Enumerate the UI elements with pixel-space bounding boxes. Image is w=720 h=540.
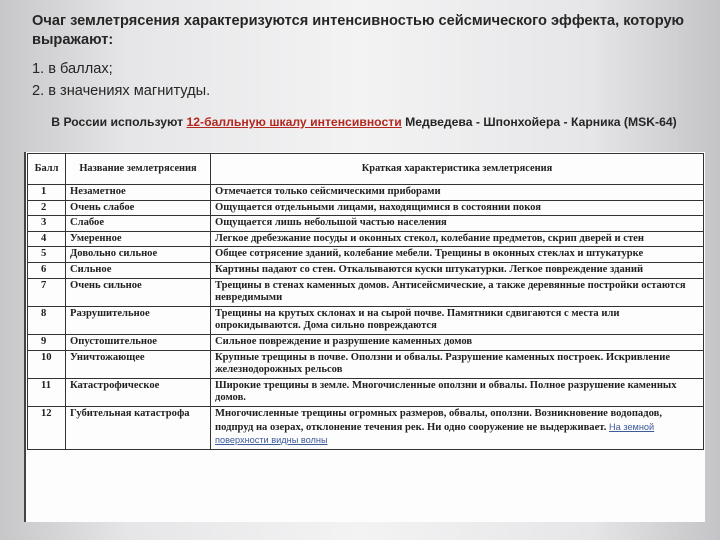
- description-cell: Картины падают со стен. Откалываются куски штукатурки. Легкое повреждение зданий: [211, 262, 704, 278]
- description-cell: Сильное повреждение и разрушение каменных домов: [211, 334, 704, 350]
- ball-cell: 4: [28, 231, 66, 247]
- name-cell: Катастрофическое: [66, 378, 211, 406]
- scale-link[interactable]: 12-балльную шкалу интенсивности: [186, 115, 402, 129]
- name-cell: Слабое: [66, 216, 211, 232]
- ball-cell: 2: [28, 200, 66, 216]
- magnitude-list: [32, 58, 210, 102]
- table-row: [28, 334, 704, 350]
- header-ball: Балл: [28, 154, 66, 185]
- name-cell: Сильное: [66, 262, 211, 278]
- table-row: [28, 262, 704, 278]
- table-row: [28, 231, 704, 247]
- ball-cell: 12: [28, 406, 66, 449]
- subtitle-prefix: В России используют: [51, 115, 187, 129]
- description-cell: Общее сотрясение зданий, колебание мебели. Трещины в оконных стеклах и штукатурке: [211, 247, 704, 263]
- table-row: [28, 278, 704, 306]
- ball-cell: 6: [28, 262, 66, 278]
- ball-cell: 5: [28, 247, 66, 263]
- description-cell: [211, 406, 704, 449]
- description-cell: Легкое дребезжание посуды и оконных стекол, колебание предметов, скрип дверей и стен: [211, 231, 704, 247]
- table-row: [28, 216, 704, 232]
- table-row: [28, 185, 704, 201]
- name-cell: Очень слабое: [66, 200, 211, 216]
- description-cell: Широкие трещины в земле. Многочисленные оползни и обвалы. Полное разрушение каменных домов.: [211, 378, 704, 406]
- description-cell: Отмечается только сейсмическими приборами: [211, 185, 704, 201]
- list-item: 2. в значениях магнитуды.: [32, 83, 211, 99]
- table-row: [28, 247, 704, 263]
- table-row: [28, 306, 704, 334]
- description-cell: Крупные трещины в почве. Оползни и обвалы. Разрушение каменных построек. Искривление железнодорожных рельсов: [211, 350, 704, 378]
- table-header-row: [28, 154, 704, 185]
- description-text: Многочисленные трещины огромных размеров, обвалы, оползни. Возникновение водопадов, подпруд на озерах, отклонение течения рек. Ни одно сооружение не выдерживает.: [215, 407, 662, 433]
- name-cell: Очень сильное: [66, 278, 211, 306]
- ball-cell: 10: [28, 350, 66, 378]
- table-row: [28, 406, 704, 449]
- description-cell: Трещины в стенах каменных домов. Антисейсмические, а также деревянные постройки остаются невредимыми: [211, 278, 704, 306]
- name-cell: Разрушительное: [66, 306, 211, 334]
- waves-note: На земной поверхности видны волны: [215, 421, 655, 446]
- ball-cell: 9: [28, 334, 66, 350]
- subtitle-suffix: Медведева - Шпонхойера - Карника (MSK-64): [401, 115, 677, 129]
- ball-cell: 1: [28, 185, 66, 201]
- list-item: 1. в баллах;: [32, 61, 113, 77]
- scale-subtitle: [28, 113, 700, 131]
- name-cell: Умеренное: [66, 231, 211, 247]
- name-cell: Уничтожающее: [66, 350, 211, 378]
- ball-cell: 7: [28, 278, 66, 306]
- name-cell: Довольно сильное: [66, 247, 211, 263]
- name-cell: Незаметное: [66, 185, 211, 201]
- msk-table-image: [24, 152, 705, 522]
- name-cell: Опустошительное: [66, 334, 211, 350]
- table-row: [28, 350, 704, 378]
- description-cell: Ощущается лишь небольшой частью населения: [211, 216, 704, 232]
- table-row: [28, 378, 704, 406]
- description-cell: Ощущается отдельными лицами, находящимися в состоянии покоя: [211, 200, 704, 216]
- table-row: [28, 200, 704, 216]
- ball-cell: 11: [28, 378, 66, 406]
- name-cell: Губительная катастрофа: [66, 406, 211, 449]
- ball-cell: 8: [28, 306, 66, 334]
- description-cell: Трещины на крутых склонах и на сырой почве. Памятники сдвигаются с места или опрокидываются. Дома сильно повреждаются: [211, 306, 704, 334]
- msk-scale-table: [27, 153, 704, 450]
- header-name: Название землетрясения: [66, 154, 211, 185]
- header-description: Краткая характеристика землетрясения: [211, 154, 704, 185]
- ball-cell: 3: [28, 216, 66, 232]
- heading-text: Очаг землетрясения характеризуются интенсивностью сейсмического эффекта, которую выражают:: [32, 13, 685, 48]
